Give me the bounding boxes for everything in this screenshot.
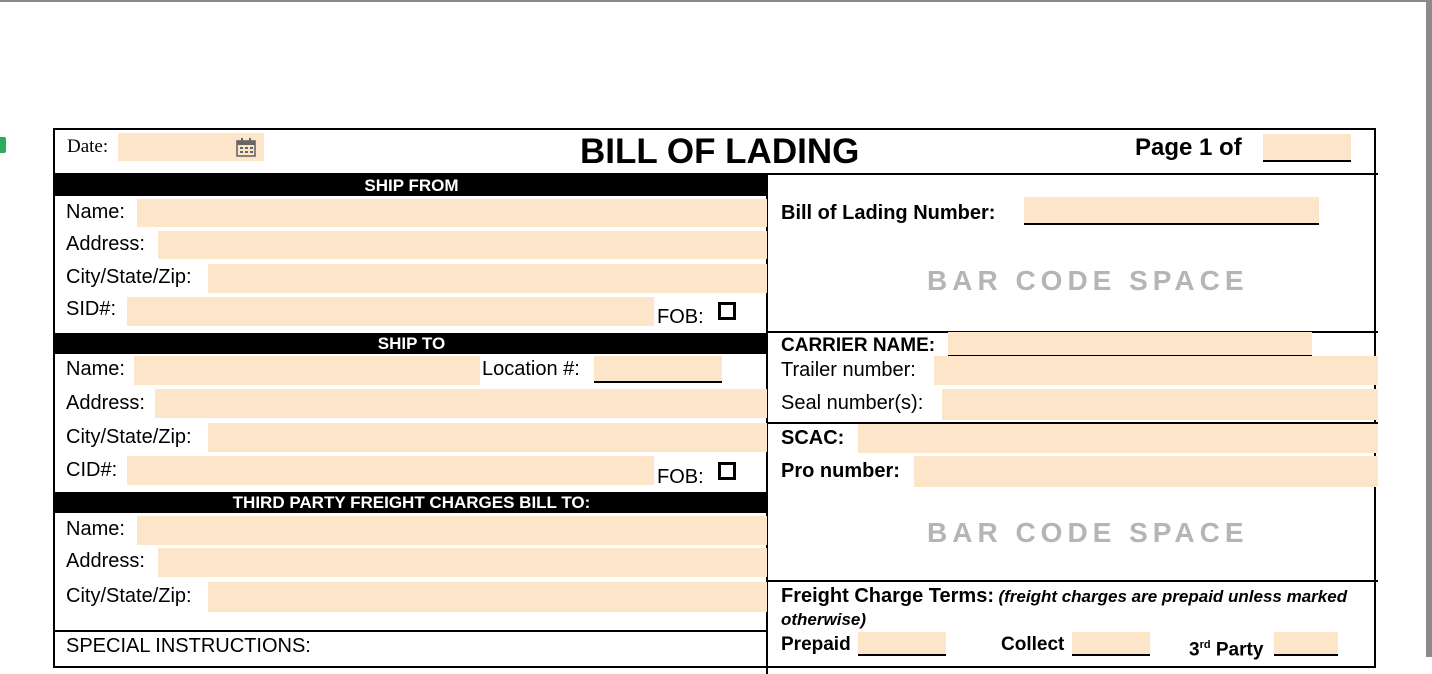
bar-code-space-2: BAR CODE SPACE [927, 517, 1249, 548]
carrier-name-field[interactable] [948, 332, 1312, 357]
page-total-field[interactable] [1263, 134, 1351, 162]
trailer-number-label: Trailer number: [781, 359, 916, 381]
prepaid-label: Prepaid [781, 634, 851, 655]
page-label: Page 1 of [1135, 134, 1242, 161]
third-party-header: THIRD PARTY FREIGHT CHARGES BILL TO: [55, 492, 768, 513]
prepaid-field[interactable] [858, 632, 946, 656]
ship-from-name-field[interactable] [137, 199, 767, 227]
freight-charge-terms [781, 585, 1366, 632]
seal-number-label: Seal number(s): [781, 392, 924, 414]
divider [55, 630, 767, 632]
ship-to-address-label: Address: [66, 392, 145, 414]
page-title: BILL OF LADING [580, 132, 860, 171]
ship-from-header: SHIP FROM [55, 175, 768, 196]
bol-number-field[interactable] [1024, 197, 1319, 225]
trailer-number-field[interactable] [934, 356, 1378, 385]
bol-number-label: Bill of Lading Number: [781, 202, 996, 224]
collect-label: Collect [1001, 634, 1065, 655]
page-marker [0, 137, 6, 153]
ship-from-fob-checkbox[interactable] [718, 302, 736, 320]
third-party-prefix: 3 [1189, 639, 1200, 661]
window-top-border [0, 0, 1432, 2]
ship-to-header: SHIP TO [55, 333, 768, 354]
third-party-city-label: City/State/Zip: [66, 585, 192, 607]
special-instructions-label: SPECIAL INSTRUCTIONS: [66, 635, 311, 657]
bar-code-space-1: BAR CODE SPACE [927, 265, 1249, 296]
divider [768, 580, 1378, 582]
ship-to-cid-field[interactable] [127, 456, 654, 485]
collect-field[interactable] [1072, 632, 1150, 656]
scac-field[interactable] [858, 424, 1378, 453]
scac-label: SCAC: [781, 427, 845, 449]
ship-to-location-label: Location #: [482, 358, 580, 380]
ship-from-sid-field[interactable] [127, 297, 654, 326]
third-party-address-label: Address: [66, 550, 145, 572]
third-party-city-field[interactable] [208, 582, 767, 612]
ship-to-city-label: City/State/Zip: [66, 426, 192, 448]
third-party-name-label: Name: [66, 518, 125, 540]
window-right-border [1426, 0, 1432, 657]
third-party-terms-label [1189, 634, 1263, 661]
freight-terms-note: (freight charges are prepaid unless marked otherwise) [781, 587, 1348, 629]
ship-from-city-field[interactable] [208, 264, 767, 293]
third-party-address-field[interactable] [158, 548, 767, 577]
ship-to-name-field[interactable] [134, 356, 480, 385]
third-party-suffix: Party [1210, 639, 1264, 661]
date-field[interactable] [118, 133, 264, 161]
pro-number-field[interactable] [914, 456, 1378, 487]
ship-from-city-label: City/State/Zip: [66, 266, 192, 288]
third-party-name-field[interactable] [137, 516, 767, 545]
calendar-icon[interactable] [236, 138, 256, 157]
freight-terms-label: Freight Charge Terms: [781, 585, 994, 607]
ship-to-fob-checkbox[interactable] [718, 462, 736, 480]
ship-from-address-label: Address: [66, 233, 145, 255]
bill-of-lading-form [53, 128, 1376, 668]
ship-to-cid-label: CID#: [66, 459, 118, 481]
third-party-sup: rd [1199, 639, 1211, 651]
ship-to-city-field[interactable] [208, 423, 767, 452]
ship-to-fob-label: FOB: [657, 466, 704, 488]
ship-to-name-label: Name: [66, 358, 125, 380]
pro-number-label: Pro number: [781, 460, 900, 482]
ship-from-address-field[interactable] [158, 231, 767, 259]
ship-from-name-label: Name: [66, 201, 125, 223]
seal-number-field[interactable] [942, 389, 1378, 420]
date-label: Date: [67, 136, 109, 157]
ship-to-location-field[interactable] [594, 356, 722, 383]
ship-from-sid-label: SID#: [66, 298, 117, 320]
third-party-terms-field[interactable] [1274, 632, 1338, 656]
carrier-name-label: CARRIER NAME: [781, 335, 936, 356]
ship-to-address-field[interactable] [155, 389, 767, 418]
ship-from-fob-label: FOB: [657, 306, 704, 328]
